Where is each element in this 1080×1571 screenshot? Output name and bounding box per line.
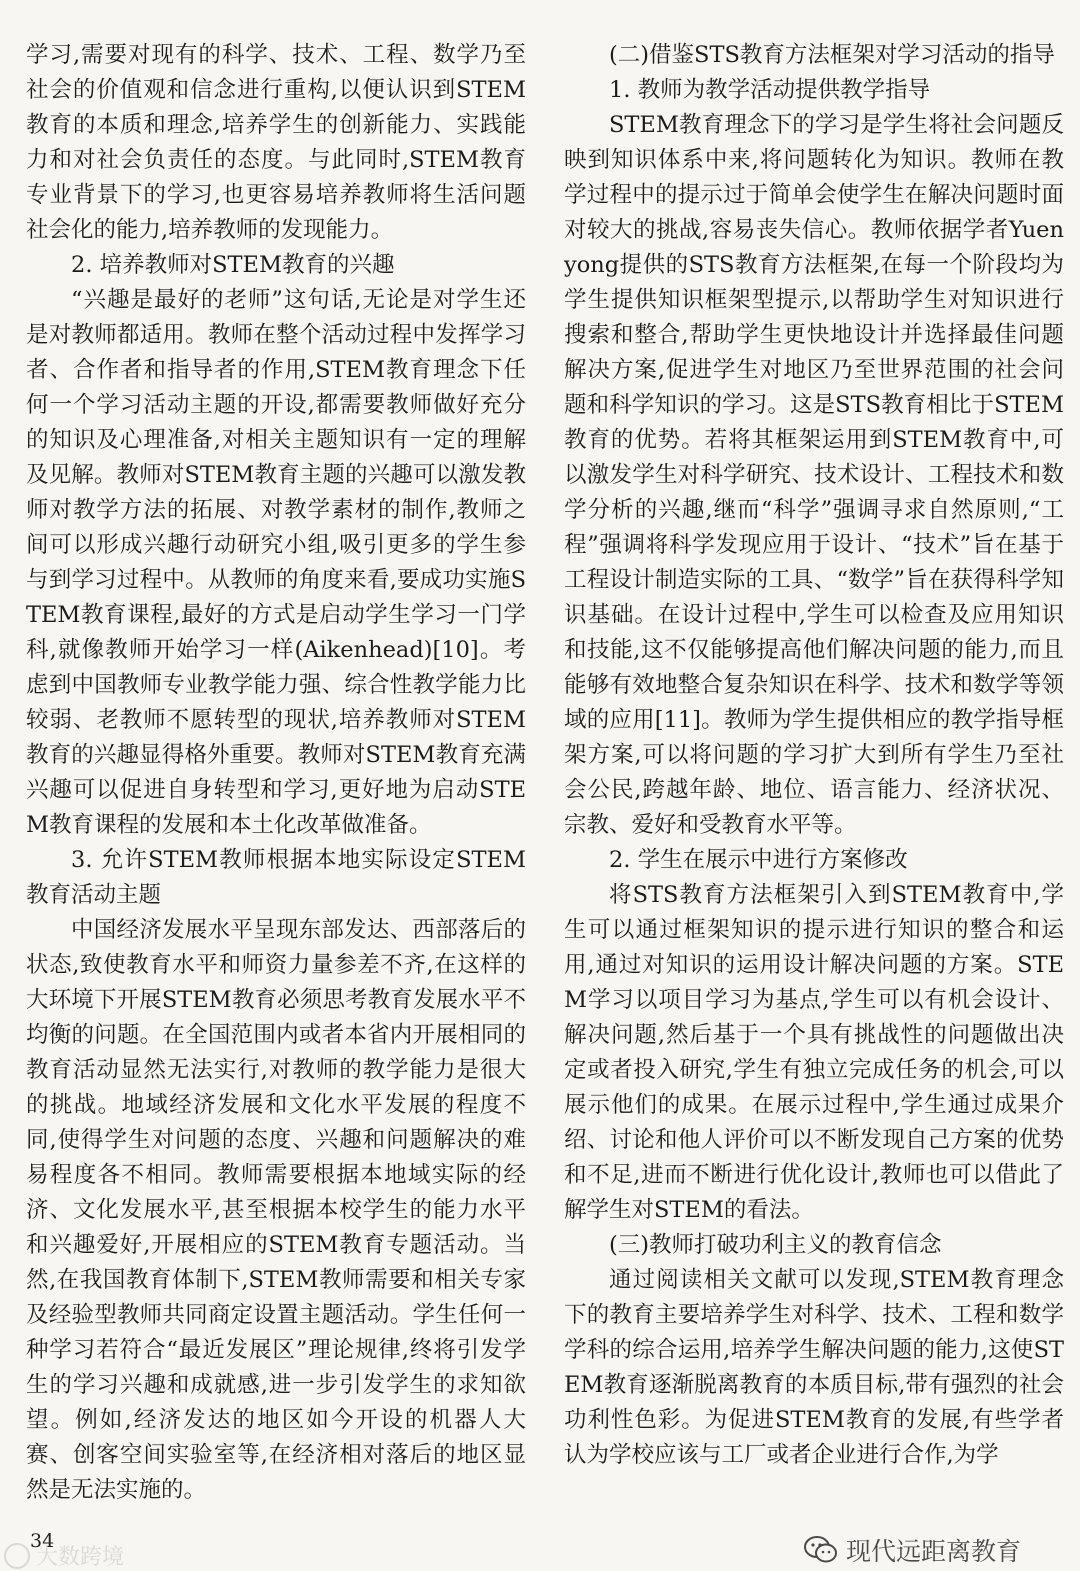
watermark-right [800, 1530, 1025, 1570]
section-heading: (二)借鉴STS教育方法框架对学习活动的指导 [609, 42, 1055, 68]
paragraph: 中国经济发展水平呈现东部发达、西部落后的状态,致使教育水平和师资力量参差不齐,在这样的大环境下开展STEM教育必须思考教育发展水平不均衡的问题。在全国范围内或者本省内开展相同的教育活动显然无法实行,对教师的教学能力是很大的挑战。地域经济发展和文化水平发展的程度不同,使得学生对问题的态度、兴趣和问题解决的难易程度各不相同。教师需要根据本地域实际的经济、文化发展水平,甚至根据本校学生的能力水平和兴趣爱好,开展相应的STEM教育专题活动。当然,在我国教育体制下,STEM教师需要和相关专家及经验型教师共同商定设置主题活动。学生任何一种学习若符合“最近发展区”理论规律,终将引发学生的学习兴趣和成就感,进一步引发学生的求知欲望。例如,经济发达的地区如今开设的机器人大赛、创客空间实验室等,在经济相对落后的地区显然是无法实施的。 [26, 917, 526, 1503]
paragraph: 将STS教育方法框架引入到STEM教育中,学生可以通过框架知识的提示进行知识的整合和运用,通过对知识的运用设计解决问题的方案。STEM学习以项目学习为基点,学生可以有机会设计、解决问题,然后基于一个具有挑战性的问题做出决定或者投入研究,学生有独立完成任务的机会,可以展示他们的成果。在展示过程中,学生通过成果介绍、讨论和他人评价可以不断发现自己方案的优势和不足,进而不断进行优化设计,教师也可以借此了解学生对STEM的看法。 [564, 882, 1064, 1223]
watermark-left [4, 1540, 124, 1571]
subsection-heading: 2. 学生在展示中进行方案修改 [609, 847, 908, 873]
logo-icon [4, 1543, 30, 1569]
subsection-heading: 1. 教师为教学活动提供教学指导 [609, 77, 931, 103]
paragraph: “兴趣是最好的老师”这句话,无论是对学生还是对教师都适用。教师在整个活动过程中发挥学习者、合作者和指导者的作用,STEM教育理念下任何一个学习活动主题的开设,都需要教师做好充分的知识及心理准备,对相关主题知识有一定的理解及见解。教师对STEM教育主题的兴趣可以激发教师对教学方法的拓展、对教学素材的制作,教师之间可以形成兴趣行动研究小组,吸引更多的学生参与到学习过程中。从教师的角度来看,要成功实施STEM教育课程,最好的方式是启动学生学习一门学科,就像教师开始学习一样(Aikenhead)[10]。考虑到中国教师专业教学能力强、综合性教学能力比较弱、老教师不愿转型的现状,培养教师对STEM教育的兴趣显得格外重要。教师对STEM教育充满兴趣可以促进自身转型和学习,更好地为启动STEM教育课程的发展和本土化改革做准备。 [26, 287, 526, 838]
watermark-left-text: 大数跨境 [36, 1545, 125, 1570]
left-column [26, 38, 526, 1508]
paragraph: STEM教育理念下的学习是学生将社会问题反映到知识体系中来,将问题转化为知识。教师在教学过程中的提示过于简单会使学生在解决问题时面对较大的挑战,容易丧失信心。教师依据学者Yuenyong提供的STS教育方法框架,在每一个阶段均为学生提供知识框架型提示,以帮助学生对知识进行搜索和整合,帮助学生更快地设计并选择最佳问题解决方案,促进学生对地区乃至世界范围的社会问题和科学知识的学习。这是STS教育相比于STEM教育的优势。若将其框架运用到STEM教育中,可以激发学生对科学研究、技术设计、工程技术和数学分析的兴趣,继而“科学”强调寻求自然原则,“工程”强调将科学发现应用于设计、“技术”旨在基于工程设计制造实际的工具、“数学”旨在获得科学知识基础。在设计过程中,学生可以检查及应用知识和技能,这不仅能够提高他们解决问题的能力,而且能够有效地整合复杂知识在科学、技术和数学等领域的应用[11]。教师为学生提供相应的教学指导框架方案,可以将问题的学习扩大到所有学生乃至社会公民,跨越年龄、地位、语言能力、经济状况、宗教、爱好和受教育水平等。 [564, 112, 1064, 838]
paragraph: 学习,需要对现有的科学、技术、工程、数学乃至社会的价值观和信念进行重构,以便认识到STEM教育的本质和理念,培养学生的创新能力、实践能力和对社会负责任的态度。与此同时,STEM教育专业背景下的学习,也更容易培养教师将生活问题社会化的能力,培养教师的发现能力。 [26, 42, 526, 243]
watermark-right-text: 现代远距离教育 [846, 1537, 1022, 1566]
subsection-heading: 3. 允许STEM教师根据本地实际设定STEM教育活动主题 [26, 847, 526, 908]
section-heading: (三)教师打破功利主义的教育信念 [609, 1232, 942, 1258]
paragraph: 通过阅读相关文献可以发现,STEM教育理念下的教育主要培养学生对科学、技术、工程和数学学科的综合运用,培养学生解决问题的能力,这使STEM教育逐渐脱离教育的本质目标,带有强烈的社会功利性色彩。为促进STEM教育的发展,有些学者认为学校应该与工厂或者企业进行合作,为学 [564, 1267, 1064, 1468]
right-column [564, 38, 1064, 1473]
page-number: 34 [30, 1530, 55, 1552]
wechat-icon [804, 1535, 838, 1565]
subsection-heading: 2. 培养教师对STEM教育的兴趣 [71, 252, 395, 278]
